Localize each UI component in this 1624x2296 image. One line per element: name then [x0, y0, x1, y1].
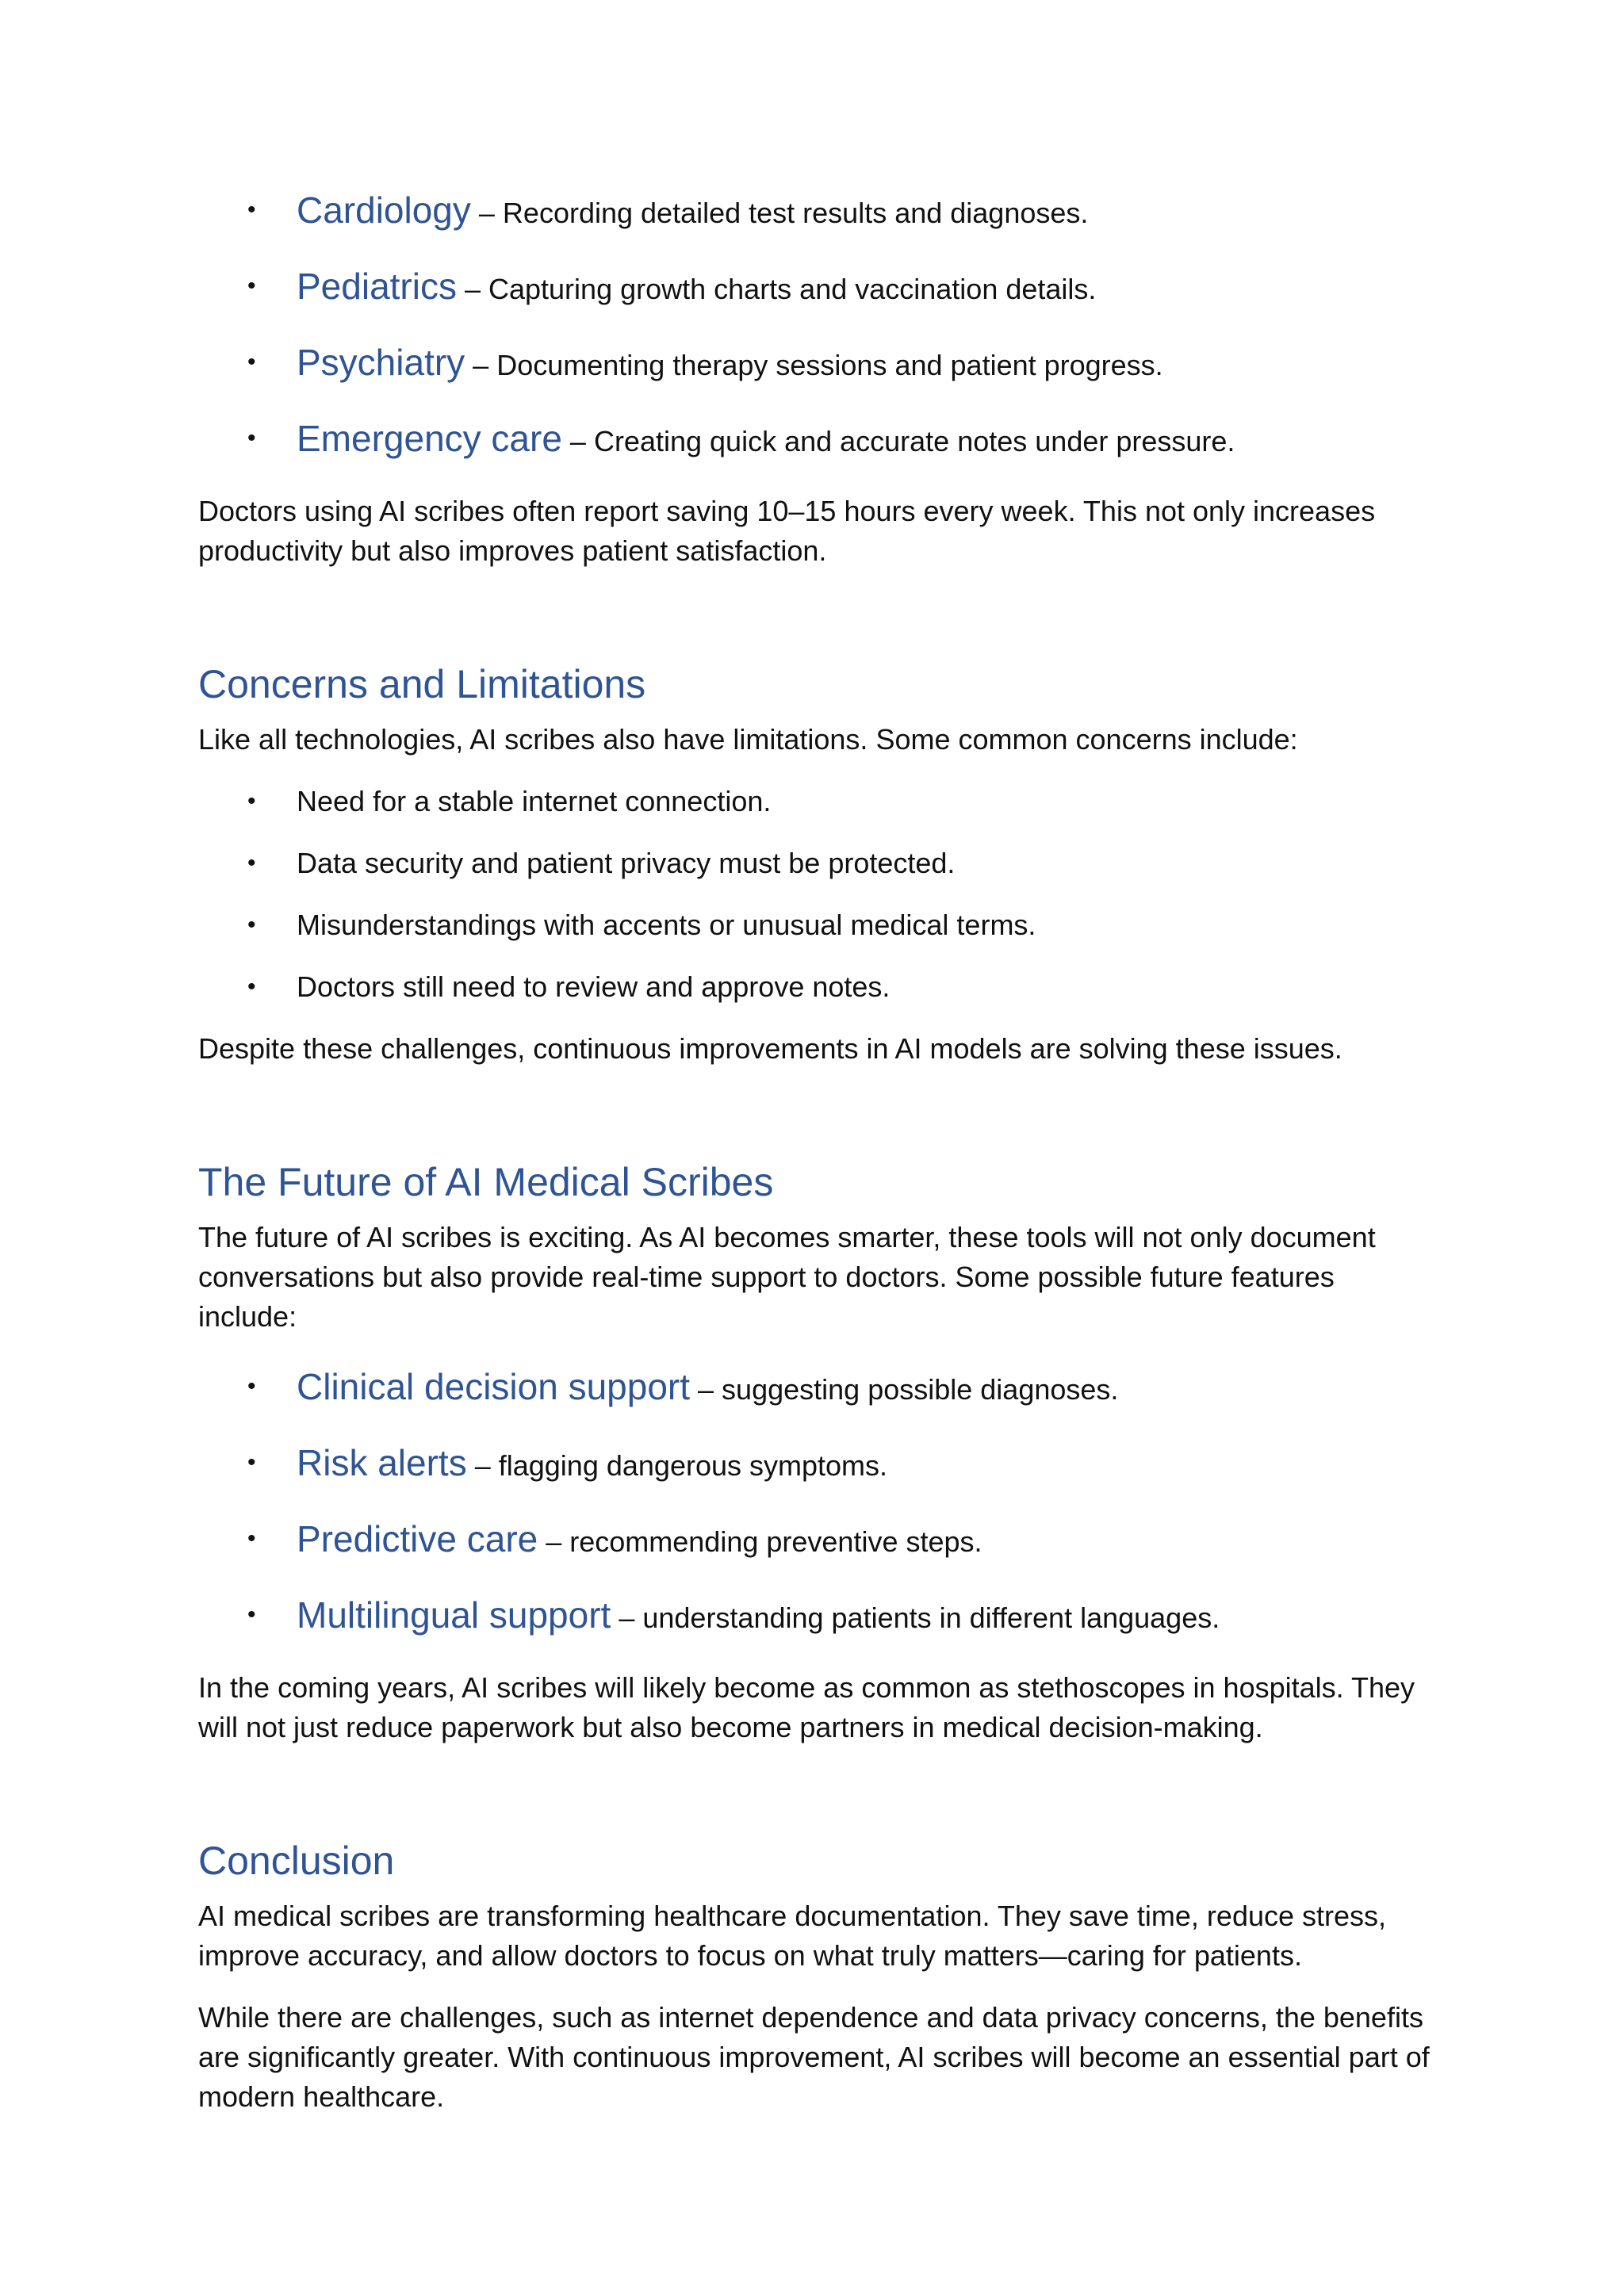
- list-item: [198, 335, 1435, 393]
- list-item: [198, 258, 1435, 317]
- list-item-text: Misunderstandings with accents or unusual medical terms.: [297, 909, 1036, 941]
- bullet-icon: •: [247, 425, 256, 451]
- concerns-list: [198, 782, 1435, 1007]
- list-item-term: Emergency care: [297, 418, 562, 459]
- bullet-icon: •: [247, 850, 256, 876]
- list-item-desc: – Capturing growth charts and vaccination details.: [456, 273, 1097, 305]
- list-item-desc: – understanding patients in different languages.: [611, 1601, 1220, 1634]
- list-item: [198, 1435, 1435, 1494]
- list-item: [198, 905, 1435, 945]
- list-item: [198, 411, 1435, 469]
- conclusion-heading: Conclusion: [198, 1839, 395, 1883]
- list-item-term: Psychiatry: [297, 342, 465, 383]
- bullet-icon: •: [247, 349, 256, 375]
- concerns-intro: Like all technologies, AI scribes also have limitations. Some common concerns include:: [198, 723, 1298, 756]
- specialties-list: [198, 182, 1435, 469]
- list-item-desc: – recommending preventive steps.: [538, 1525, 982, 1558]
- bullet-icon: •: [247, 197, 256, 223]
- list-item-term: Multilingual support: [297, 1594, 611, 1636]
- productivity-paragraph: Doctors using AI scribes often report saving 10–15 hours every week. This not only increases productivity but also improves patient satisfaction.: [198, 495, 1376, 567]
- list-item-term: Pediatrics: [297, 266, 457, 307]
- document-page: [198, 182, 1435, 2139]
- list-item-term: Cardiology: [297, 189, 471, 231]
- list-item-desc: – suggesting possible diagnoses.: [690, 1373, 1119, 1406]
- bullet-icon: •: [247, 1601, 256, 1628]
- future-features-list: [198, 1359, 1435, 1646]
- concerns-heading: Concerns and Limitations: [198, 662, 646, 706]
- list-item: [198, 782, 1435, 821]
- list-item-desc: – Creating quick and accurate notes under pressure.: [561, 425, 1235, 457]
- bullet-icon: •: [247, 273, 256, 299]
- list-item-text: Data security and patient privacy must be protected.: [297, 847, 956, 879]
- concerns-outro: Despite these challenges, continuous improvements in AI models are solving these issues.: [198, 1032, 1342, 1065]
- future-intro: The future of AI scribes is exciting. As AI becomes smarter, these tools will not only document conversations but also provide real-time support to doctors. Some possible future features include:: [198, 1221, 1376, 1333]
- list-item-text: Doctors still need to review and approve notes.: [297, 970, 891, 1003]
- bullet-icon: •: [247, 1525, 256, 1552]
- future-outro: In the coming years, AI scribes will likely become as common as stethoscopes in hospitals. They will not just reduce paperwork but also become partners in medical decision-making.: [198, 1671, 1415, 1743]
- list-item: [198, 844, 1435, 883]
- list-item: [198, 967, 1435, 1007]
- conclusion-paragraph-2: While there are challenges, such as internet dependence and data privacy concerns, the benefits are significantly greater. With continuous improvement, AI scribes will become an essential part of modern healthcare.: [198, 2001, 1430, 2113]
- conclusion-paragraph-1: AI medical scribes are transforming healthcare documentation. They save time, reduce stress, improve accuracy, and allow doctors to focus on what truly matters—caring for patients.: [198, 1900, 1387, 1972]
- list-item-term: Clinical decision support: [297, 1366, 691, 1407]
- list-item-term: Predictive care: [297, 1518, 538, 1559]
- list-item-desc: – Recording detailed test results and diagnoses.: [470, 197, 1089, 229]
- bullet-icon: •: [247, 788, 256, 814]
- list-item: [198, 1587, 1435, 1646]
- list-item-desc: – Documenting therapy sessions and patient progress.: [465, 349, 1163, 381]
- bullet-icon: •: [247, 912, 256, 938]
- bullet-icon: •: [247, 1373, 256, 1399]
- list-item-text: Need for a stable internet connection.: [297, 785, 772, 817]
- list-item: [198, 182, 1435, 241]
- list-item-term: Risk alerts: [297, 1442, 467, 1483]
- list-item-desc: – flagging dangerous symptoms.: [466, 1449, 888, 1482]
- future-heading: The Future of AI Medical Scribes: [198, 1160, 774, 1204]
- list-item: [198, 1511, 1435, 1570]
- bullet-icon: •: [247, 974, 256, 1000]
- bullet-icon: •: [247, 1449, 256, 1475]
- list-item: [198, 1359, 1435, 1418]
